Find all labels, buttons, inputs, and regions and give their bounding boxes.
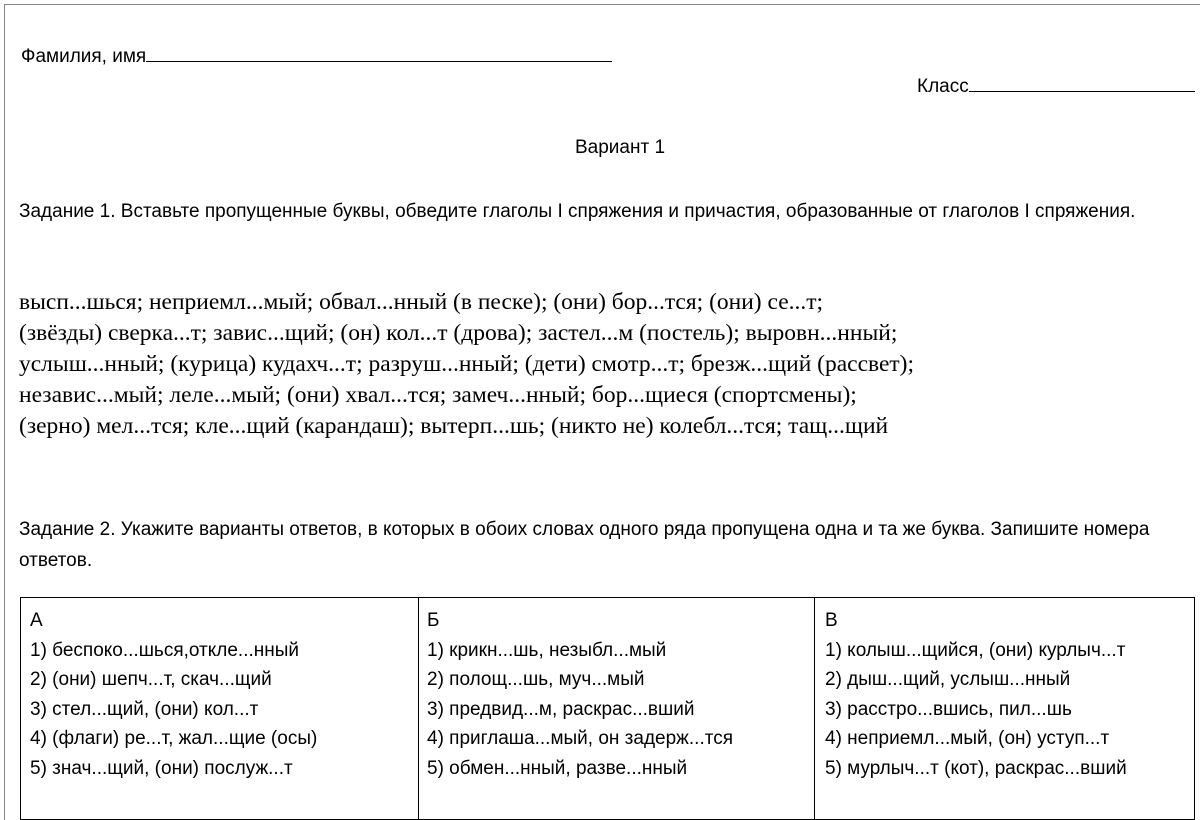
- class-label: Класс: [917, 76, 969, 97]
- option-item: 3) предвид...м, раскрас...вший: [427, 698, 695, 720]
- option-item: 4) приглаша...мый, он задерж...тся: [427, 728, 734, 749]
- column-header: А: [30, 610, 43, 631]
- column-header: В: [825, 610, 838, 631]
- task2-instructions: Задание 2. Укажите варианты ответов, в которых в обоих словах одного ряда пропущена одна и та же буква. Запишите номера ответов.: [19, 519, 1150, 571]
- task1-word-list: [19, 287, 1199, 442]
- option-item: 4) неприемл...мый, (он) уступ...т: [825, 728, 1110, 749]
- word-line: (звёзды) сверка...т; завис...щий; (он) кол...т (дрова); застел...м (постель); выровн...нный;: [19, 320, 898, 346]
- answer-options-table: [20, 597, 1195, 820]
- option-item: 5) обмен...нный, разве...нный: [427, 757, 688, 779]
- name-label: Фамилия, имя: [21, 46, 147, 67]
- name-blank-line[interactable]: [146, 45, 612, 62]
- column-a: [21, 598, 419, 820]
- option-item: 1) беспоко...шься,откле...нный: [30, 639, 300, 661]
- class-blank-line[interactable]: [969, 75, 1195, 92]
- option-item: 2) дыш...щий, услыш...нный: [825, 669, 1071, 690]
- column-b: [419, 598, 815, 820]
- option-item: 1) крикн...шь, незыбл...мый: [427, 639, 667, 661]
- option-item: 2) (они) шепч...т, скач...щий: [30, 669, 272, 690]
- column-v: [815, 598, 1195, 820]
- word-line: (зерно) мел...тся; кле...щий (карандаш); вытерп...шь; (никто не) колебл...тся; тащ...щий: [19, 413, 889, 439]
- name-field-row: [21, 45, 612, 68]
- option-item: 3) стел...щий, (они) кол...т: [30, 698, 259, 720]
- class-field-row: [917, 75, 1195, 98]
- variant-title: Вариант 1: [574, 137, 666, 158]
- word-line: услыш...нный; (курица) кудахч...т; разруш...нный; (дети) смотр...т; брезж...щий (рассвет);: [19, 351, 915, 377]
- option-item: 5) знач...щий, (они) послуж...т: [30, 757, 293, 779]
- word-line: независ...мый; леле...мый; (они) хвал...тся; замеч...нный; бор...щиеся (спортсмены);: [19, 382, 857, 408]
- option-item: 3) расстро...вшись, пил...шь: [825, 698, 1072, 720]
- option-item: 1) колыш...щийся, (они) курлыч...т: [825, 639, 1126, 661]
- task1-instructions: Задание 1. Вставьте пропущенные буквы, обведите глаголы I спряжения и причастия, образованные от глаголов I спряжения.: [19, 201, 1136, 222]
- option-item: 2) полощ...шь, муч...мый: [427, 669, 645, 690]
- option-item: 5) мурлыч...т (кот), раскрас...вший: [825, 757, 1127, 779]
- option-item: 4) (флаги) ре...т, жал...щие (осы): [30, 728, 318, 749]
- word-line: высп...шься; неприемл...мый; обвал...нный (в песке); (они) бор...тся; (они) се...т;: [19, 289, 824, 315]
- column-header: Б: [427, 610, 440, 631]
